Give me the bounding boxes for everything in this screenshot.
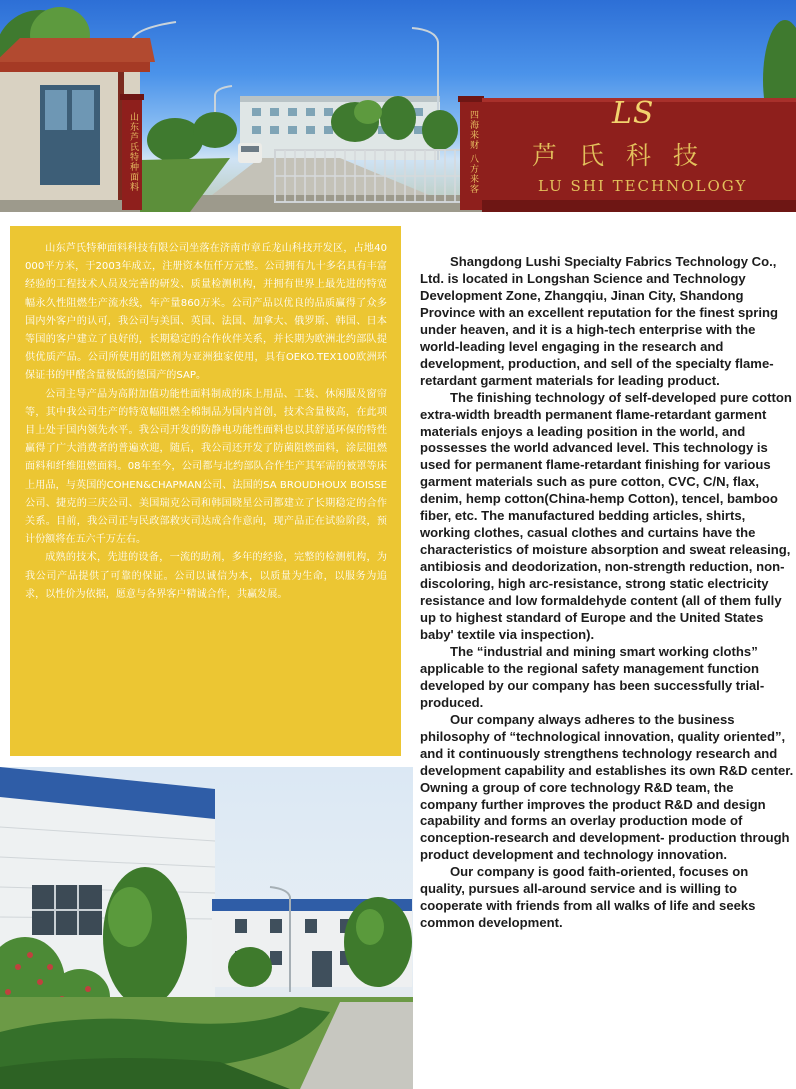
english-paragraph: The finishing technology of self-developed pure cotton extra-width breadth permanent flame-retardant garment materials enjoys a leading position in the world, and possesses the world advanced level. This technology is used for permanent flame-retardant finishing for various garment materials such as pure cotton, CVC, C/N, flax, denim, hemp cotton(China-hemp Cotton), tencel, bamboo fiber, etc. The manufactured bedding articles, shirts, working clothes, casual clothes and curtains have the characteristics of moisture absorption and sweat releasing, antibiosis and deodorization, non-strength reduction, non-discoloring, high arc-resistance, strong static electricity resistance and low formaldehyde content (all of them fully up to highest standard of Europe and the United States baby' textile via inspection). <box>420 389 792 642</box>
factory-scene-illustration <box>0 767 413 1089</box>
english-paragraph: Shangdong Lushi Specialty Fabrics Technology Co., Ltd. is located in Longshan Science and Technology Development Zone, Zhangqiu, Jinan City, Shandong Province with an excellent reputation for the finest spring under heaven, and it is a high-tech enterprise with the world-leading level engaging in the research and development, production, and sell of the specialty flame-retardant garment materials for leading product. <box>420 254 778 388</box>
company-name-english: LU SHI TECHNOLOGY <box>538 177 748 195</box>
chinese-paragraph: 公司主导产品为高附加值功能性面料制成的床上用品、工装、休闲服及窗帘等，其中我公司生产的特宽幅阻燃全棉制品为国内首创，技术含量极高，在此项目上处于国内领先水平。我公司开发的防静电功能性面料也以其舒适环保的特性赢得了广大消费者的普遍欢迎，随后，我公司还开发了防菌阻燃面料，涂层阻燃面料和纤维阻燃面料。08年至今，公司都与北约部队合作生产其军需的被罩等床上用品，与英国的COHEN&CHAPMAN公司、法国的SA BROUDHOUX BOISSE公司、捷克的三庆公司、美国瑞克公司和韩国晓星公司都建立了长期稳定的合作关系。目前，我公司正与民政部救灾司达成合作意向，现产品正在试验阶段，预计份额将在五六千万左右。 <box>25 388 387 546</box>
chinese-paragraph: 成熟的技术，先进的设备，一流的助剂，多年的经验，完整的检测机构，为我公司产品提供了可靠的保证。公司以诚信为本，以质量为生命，以服务为追求，以性价为依据，愿意与各界客户精诚合作，共赢发展。 <box>25 552 387 600</box>
company-logo: LS <box>612 96 655 131</box>
english-paragraph: Our company always adheres to the business philosophy of “technological innovation, quality oriented”, and it continuously strengthens technology research and development capability and establishes its own R&D center. Owning a group of core technology R&D team, the company further improves the product R&D and design capability and forms an overlay production mode of conception-research and development- production through product development and technology innovation. <box>420 711 794 863</box>
company-gate-photo <box>0 0 796 212</box>
english-intro-column <box>420 254 794 932</box>
chinese-intro-panel <box>10 226 401 756</box>
english-paragraph: Our company is good faith-oriented, focuses on quality, pursues all-around service and is willing to cooperate with friends from all walks of life and seeks common development. <box>420 864 756 931</box>
right-pillar-inscription: 四海来财 八方来客 <box>468 110 478 194</box>
english-paragraph: The “industrial and mining smart working cloths” applicable to the regional safety management function developed by our company has been successfully trial-produced. <box>420 643 765 710</box>
left-pillar-inscription: 山东芦氏特种面料 <box>128 112 138 192</box>
factory-building-photo <box>0 767 413 1089</box>
company-name-chinese: 芦氏科技 <box>532 141 721 170</box>
chinese-paragraph: 山东芦氏特种面料科技有限公司坐落在济南市章丘龙山科技开发区，占地40000平方米，于2003年成立，注册资本伍仟万元整。公司拥有九十多名具有丰富经验的工程技术人员及完善的研发、质量检测机构，并拥有世界上最先进的特宽幅永久性阻燃生产流水线，年产量860万米。公司产品以优良的品质赢得了众多国内外客户的认可，我公司与美国、英国、法国、加拿大、俄罗斯、韩国、日本等国的客户建立了良好的，长期稳定的合作伙伴关系，并长期为欧洲北约部队提供优质产品。公司所使用的阻燃剂为亚洲独家使用，具有OEKO.TEX100欧洲环保证书的甲醛含量极低的德国产的SAP。 <box>25 243 387 382</box>
